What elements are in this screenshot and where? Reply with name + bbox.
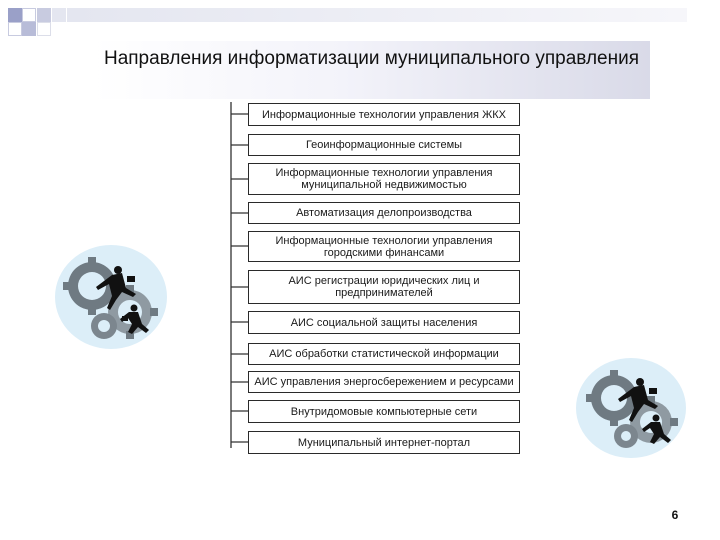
- business-people-gears-icon: [572, 352, 690, 464]
- business-people-gears-icon: [52, 238, 170, 356]
- diagram-item-gis: Геоинформационные системы: [248, 134, 520, 156]
- diagram-item-property: Информационные технологии управления муниципальной недвижимостью: [248, 163, 520, 195]
- slide-title: Направления информатизации муниципального управления: [103, 48, 640, 69]
- diagram-item-statistics: АИС обработки статистической информации: [248, 343, 520, 365]
- diagram-item-housing: Информационные технологии управления ЖКХ: [248, 103, 520, 126]
- diagram-item-records: Автоматизация делопроизводства: [248, 202, 520, 224]
- diagram-item-finance: Информационные технологии управления городскими финансами: [248, 231, 520, 262]
- diagram-item-portal: Муниципальный интернет-портал: [248, 431, 520, 454]
- diagram-item-energy: АИС управления энергосбережением и ресурсами: [248, 371, 520, 393]
- page-number: 6: [671, 508, 679, 522]
- diagram-item-registration: АИС регистрации юридических лиц и предпринимателей: [248, 270, 520, 304]
- diagram-item-social: АИС социальной защиты населения: [248, 311, 520, 334]
- diagram-item-networks: Внутридомовые компьютерные сети: [248, 400, 520, 423]
